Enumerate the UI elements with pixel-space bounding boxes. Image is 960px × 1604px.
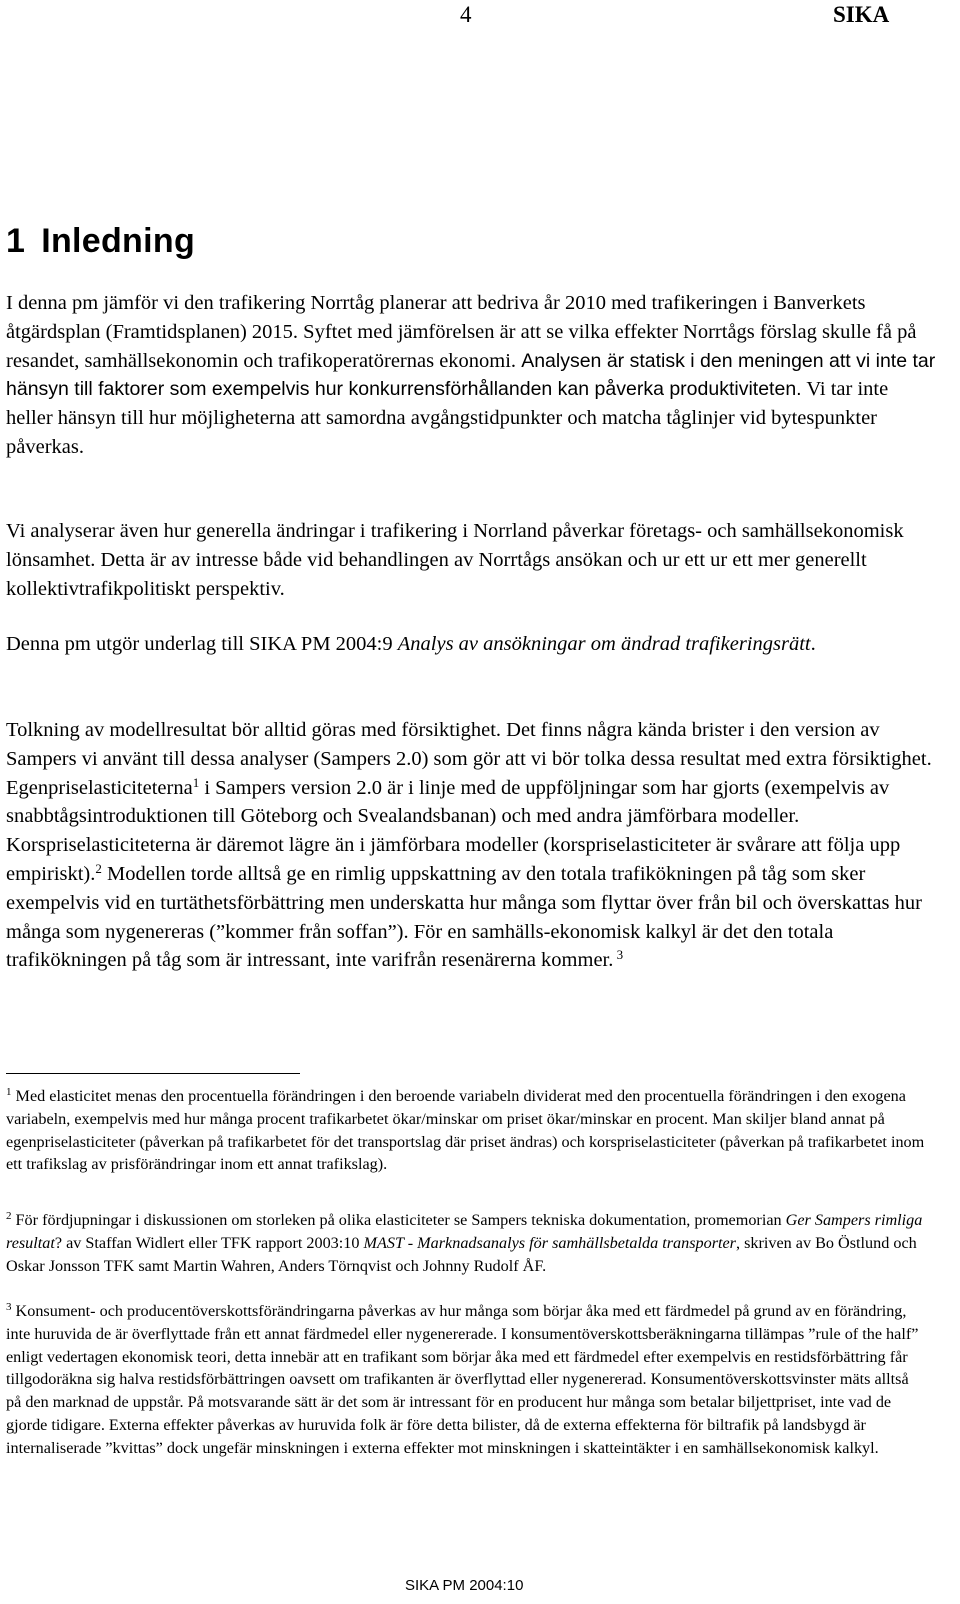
paragraph-reference-title: Analys av ansökningar om ändrad trafikeringsrätt <box>397 633 811 655</box>
section-heading <box>6 222 195 261</box>
footnote-ref-2[interactable]: 2 <box>95 860 102 876</box>
paragraph-intro <box>6 289 936 462</box>
footnote-2-title-a: Ger Sampers rimliga resultat <box>6 1211 923 1252</box>
paragraph-analysis: Vi analyserar även hur generella ändringar i trafikering i Norrland påverkar företags- och samhällsekonomisk lönsamhet. Detta är av intresse både vid behandlingen av Norrtågs ansökan och ur ett ur ett mer generellt kollektivtrafikpolitiskt perspektiv. <box>6 520 904 600</box>
footnote-ref-1[interactable]: 1 <box>192 774 200 790</box>
footnote-3-number: 3 <box>6 1301 12 1313</box>
footnote-2 <box>6 1209 926 1277</box>
footnote-3 <box>6 1300 926 1460</box>
footnote-2-text-c: , skriven av Bo Östlund och Oskar Jonsson TFK samt Martin Wahren, Anders Törnqvist och Johnny Rudolf ÅF. <box>6 1233 917 1275</box>
footnote-1 <box>6 1085 926 1176</box>
section-number: 1 <box>6 222 26 260</box>
footnote-1-text: Med elasticitet menas den procentuella förändringen i den beroende variabeln dividerat med den procentuella förändringen i den exogena variabeln, exempelvis med hur många procent trafikarbetet ökar/minskar om priset ökar/minskar en procent. Man skiljer bland annat på egenpriselasticiteter (påverkan på trafikarbetet för det transportslag där priset ändras) och korspriselasticiteter (påverkan på trafikarbetet inom ett trafikslag av prisförändringar inom ett annat trafikslag). <box>6 1087 925 1174</box>
page-footer: SIKA PM 2004:10 <box>405 1577 524 1594</box>
paragraph-reference <box>6 630 936 659</box>
footnote-2-number: 2 <box>6 1210 12 1222</box>
paragraph-intro-sans-text: Analysen är statisk i den meningen att vi inte tar hänsyn till faktorer som exempelvis hur konkurrensförhållanden kan påverka produktiviteten. <box>6 349 936 401</box>
footnote-2-text-a: För fördjupningar i diskussionen om storleken på olika elasticiteter se Sampers tekniska dokumentation, promemorian <box>11 1211 786 1229</box>
paragraph-reference-end: . <box>810 633 816 655</box>
page-number: 4 <box>460 2 472 27</box>
footnote-2-text-b: ? av Staffan Widlert eller TFK rapport 2003:10 <box>54 1233 364 1252</box>
paragraph-caution-text-c: Modellen torde alltså ge en rimlig uppskattning av den totala trafikökningen på tåg som sker exempelvis vid en turtäthetsförbättring men underskatta hur många som flyttar över från bil och överskattas hur många som nygenereras (”kommer från soffan”). För en samhälls-ekonomisk kalkyl är det den totala trafikökningen på tåg som är intressant, inte varifrån resenärerna kommer. <box>6 862 922 972</box>
section-title: Inledning <box>41 222 196 260</box>
footnote-1-number: 1 <box>6 1086 12 1098</box>
paragraph-caution-text-b: i Sampers version 2.0 är i linje med de uppföljningar som har gjorts (exempelvis av snabbtågsintroduktionen till Göteborg och Svealandsbanan) och med andra jämförbara modeller. Korspriselasticiteterna är däremot lägre än i jämförbara modeller (korspriselasticiteter är svårare att följa upp empiriskt). <box>6 776 901 885</box>
footnote-3-text: Konsument- och producentöverskottsförändringarna påverkas av hur många som börjar åka med ett färdmedel på grund av en förändring, inte huruvida de är överflyttade från ett annat färdmedel eller nygenererade. I konsumentöverskottsberäkningarna tillämpas ”rule of the half” enligt vedertagen ekonomisk teori, detta innebär att en trafikant som börjar åka med ett färdmedel efter exempelvis en restidsförbättring får tillgodoräkna sig halva restidsförbättringen oavsett om trafikanten är överflyttad eller nygenererad. Konsumentöverskottsvinster mäts alltså på den marknad de uppstår. På motsvarande sätt är det som är intressant för en producent hur många som betalar biljettpriset, inte vad de gjorde tidigare. Externa effekter påverkas av huruvida folk är före detta bilister, då de externa effekterna för biltrafik på landsbygd är internaliserade ”kvittas” dock ungefär minskningen i externa effekter mot minskningen i skatteintäkter i en samhällsekonomisk kalkyl. <box>6 1302 919 1457</box>
paragraph-caution <box>6 716 936 975</box>
paragraph-reference-text: Denna pm utgör underlag till SIKA PM 2004:9 <box>6 633 398 655</box>
header-brand: SIKA <box>833 2 890 27</box>
paragraph-intro-text-a: I denna pm jämför vi den trafikering Norrtåg planerar att bedriva år 2010 med trafikeringen i Banverkets åtgärdsplan (Framtidsplanen) 2015. Syftet med jämförelsen är att se vilka effekter Norrtågs förslag skulle få på resandet, samhällsekonomin och trafikoperatörernas ekonomi. <box>6 292 917 372</box>
paragraph-intro-text-b: Vi tar inte heller hänsyn till hur möjligheterna att samordna avgångstidpunkter och matcha tåglinjer vid bytespunkter påverkas. <box>6 378 889 458</box>
paragraph-caution-text-a: Tolkning av modellresultat bör alltid göras med försiktighet. Det finns några kända brister i den version av Sampers vi använt till dessa analyser (Sampers 2.0) som gör att vi bör tolka dessa resultat med extra försiktighet. Egenpriselasticiteterna <box>6 719 932 799</box>
footnote-ref-3[interactable]: 3 <box>613 947 624 963</box>
footnote-divider <box>6 1073 300 1074</box>
footnote-2-title-b: MAST - Marknadsanalys för samhällsbetalda transporter <box>363 1233 736 1252</box>
